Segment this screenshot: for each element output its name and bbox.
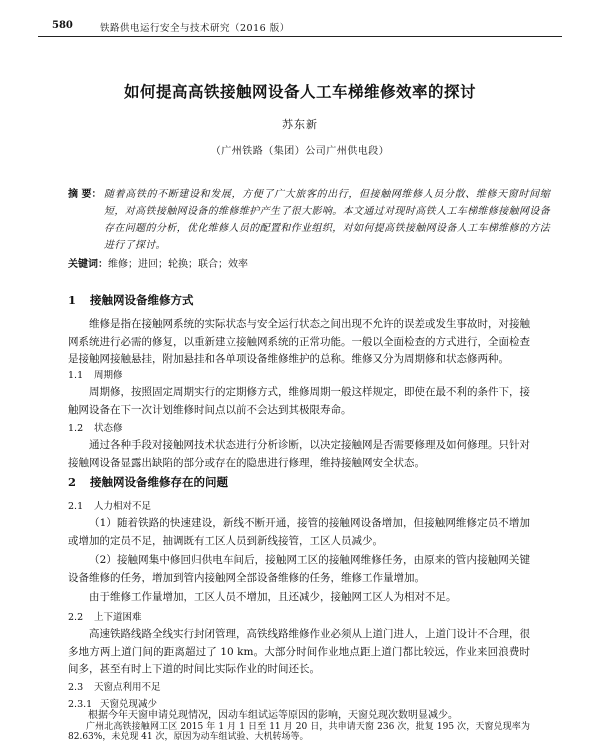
- page-number: 580: [52, 20, 73, 31]
- paragraph: 维修是指在接触网系统的实际状态与安全运行状态之间出现不允许的误差或发生事故时，对接触网系统进行必需的修复，以重新建立接触网系统的正常功能。一般以全面检查的方式进行，全面检查是接触网接触悬挂，附加悬挂和各单项设备维修维护的总称。维修又分为周期修和状态修两种。: [68, 318, 530, 365]
- section-heading: 2 接触网设备维修存在的问题: [68, 475, 228, 489]
- paragraph: 周期修，按照固定周期实行的定期修方式，维修周期一般这样规定，即使在最不利的条件下，接触网设备在下一次计划维修时间点以前不会达到其极限寿命。: [68, 386, 530, 416]
- subsection-heading: 2.3 天窗点利用不足: [68, 682, 161, 693]
- paragraph: （1）随着铁路的快速建设，新线不断开通，接管的接触网设备增加，但接触网维修定员不增加或增加的定员不足，抽调既有工区人员到新线接管，工区人员减少。: [68, 517, 530, 547]
- subsection-heading: 2.1 人力相对不足: [68, 501, 152, 512]
- running-title: 铁路供电运行安全与技术研究（2016 版）: [100, 23, 290, 34]
- subsection-heading: 1.2 状态修: [68, 423, 123, 434]
- subsubsection-heading: 2.3.1 天窗兑现减少: [68, 699, 158, 710]
- subsection-heading: 2.2 上下道困难: [68, 612, 142, 623]
- keywords-text: 维修；进回；轮换；联合；效率: [108, 259, 248, 270]
- paragraph: 根据今年天窗申请兑现情况，因动车组试运等原因的影响，天窗兑现次数明显减少。: [88, 710, 458, 721]
- header-rule: [38, 36, 562, 37]
- abstract-label: 摘 要：: [68, 189, 102, 200]
- abstract: [60, 186, 550, 254]
- paragraph: 通过各种手段对接触网技术状态进行分析诊断，以决定接触网是否需要修理及如何修理。只针对接触网设备显露出缺陷的部分或存在的隐患进行修理，维持接触网安全状态。: [68, 439, 530, 469]
- subsection-heading: 1.1 周期修: [68, 370, 123, 381]
- page-header: [38, 16, 562, 36]
- author: 苏东新: [282, 118, 318, 131]
- abstract-text: 随着高铁的不断建设和发展，方便了广大旅客的出行，但接触网维修人员分散、维修天窗时间缩短，对高铁接触网设备的维修维护产生了很大影响。本文通过对现时高铁人工车梯维修接触网设备存在问题的分析，优化维修人员的配置和作业组织，对如何提高铁接触网设备人工车梯维修的方法进行了探讨。: [104, 189, 550, 251]
- affiliation: （广州铁路（集团）公司广州供电段）: [210, 146, 390, 157]
- keywords-label: 关键词：: [68, 259, 108, 270]
- section-heading: 1 接触网设备维修方式: [68, 293, 194, 307]
- paper-title: 如何提高高铁接触网设备人工车梯维修效率的探讨: [123, 82, 476, 101]
- paragraph: （2）接触网集中修回归供电车间后，接触网工区的接触网维修任务，由原来的管内接触网关键设备维修的任务，增加到管内接触网全部设备维修的任务，维修工作量增加。: [68, 554, 530, 584]
- paragraph: 广州北高铁接触网工区 2015 年 1 月 1 日至 11 月 20 日，共申请天窗 236 次，批复 195 次，天窗兑现率为 82.63%，未兑现 41 次，原因为动车组试验、大机转场等。: [68, 722, 530, 742]
- paragraph: 由于维修工作量增加，工区人员不增加，且还减少，接触网工区人为相对不足。: [89, 591, 457, 603]
- paragraph: 高速铁路线路全线实行封闭管理，高铁线路维修作业必须从上道门进人，上道门设计不合理，很多地方两上道门间的距离超过了 10 km。大部分时间作业地点距上道门都比较远，作业来回浪费时间多，甚至有时上下道的时间比实际作业的时间还长。: [68, 628, 530, 675]
- keywords: [68, 255, 548, 270]
